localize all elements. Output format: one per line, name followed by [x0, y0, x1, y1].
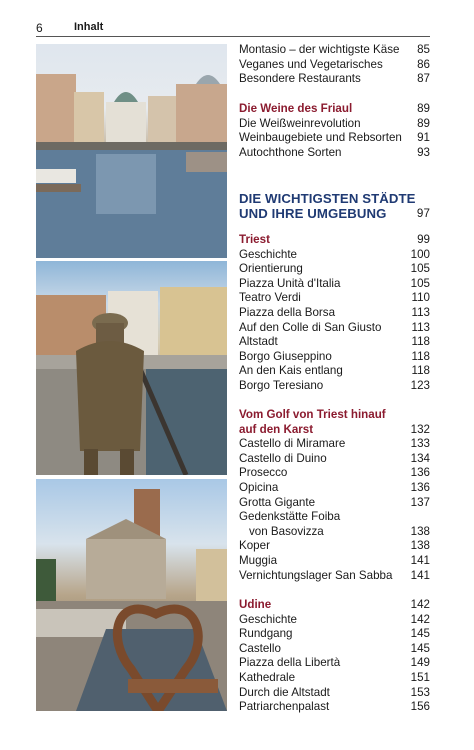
- toc-entry[interactable]: Opicina 136: [239, 480, 430, 494]
- toc-entry[interactable]: Castello di Duino 134: [239, 451, 430, 465]
- photo-canal-grande: [36, 44, 227, 258]
- running-header: [36, 20, 430, 37]
- toc-entry[interactable]: Autochthone Sorten 93: [239, 145, 430, 159]
- toc-section-golf-line2[interactable]: auf den Karst 132: [239, 422, 430, 436]
- toc-entry-foiba-line1[interactable]: Gedenkstätte Foiba: [239, 510, 341, 524]
- toc-entry[interactable]: Piazza della Libertà 149: [239, 656, 430, 670]
- toc-entry[interactable]: Prosecco 136: [239, 466, 430, 480]
- toc-entry[interactable]: Geschichte 100: [239, 247, 430, 261]
- toc-section-triest[interactable]: Triest 99: [239, 233, 430, 246]
- toc-section-golf-line1[interactable]: Vom Golf von Triest hinauf: [239, 408, 386, 421]
- photo-joyce-statue: [36, 261, 227, 475]
- toc-entry[interactable]: Geschichte 142: [239, 612, 430, 626]
- toc-chapter-heading[interactable]: [239, 191, 430, 221]
- toc-block-triest: [239, 233, 430, 394]
- chapter-title-line2: UND IHRE UMGEBUNG: [239, 206, 387, 221]
- toc-entry[interactable]: Auf den Colle di San Giusto 113: [239, 320, 430, 334]
- toc-entry[interactable]: Rundgang 145: [239, 627, 430, 641]
- toc-entry[interactable]: Vernichtungslager San Sabba 141: [239, 568, 430, 582]
- toc-entry[interactable]: Montasio – der wichtigste Käse 85: [239, 43, 430, 56]
- toc-entry[interactable]: Borgo Giuseppino 118: [239, 349, 430, 363]
- toc-block-cuisine: [239, 43, 430, 87]
- toc-entry[interactable]: Piazza della Borsa 113: [239, 305, 430, 319]
- toc-entry[interactable]: Castello di Miramare 133: [239, 437, 430, 451]
- toc-entry[interactable]: Grotta Gigante 137: [239, 495, 430, 509]
- toc-section-udine[interactable]: Udine 142: [239, 598, 430, 611]
- page-number: 6: [36, 21, 43, 35]
- toc-entry[interactable]: Borgo Teresiano 123: [239, 378, 430, 392]
- toc-entry[interactable]: Weinbaugebiete und Rebsorten 91: [239, 131, 430, 145]
- header-title: Inhalt: [74, 21, 104, 33]
- toc-block-udine: [239, 598, 430, 715]
- toc-block-golf: [239, 408, 430, 583]
- photo-basilica-aquileia: [36, 479, 227, 711]
- toc-entry-foiba-line2[interactable]: von Basovizza 138: [249, 524, 430, 538]
- toc-entry[interactable]: Durch die Altstadt 153: [239, 685, 430, 699]
- toc-entry[interactable]: Muggia 141: [239, 553, 430, 567]
- toc-entry[interactable]: Die Weißweinrevolution 89: [239, 116, 430, 130]
- toc-entry[interactable]: Koper 138: [239, 539, 430, 553]
- chapter-title-line1: DIE WICHTIGSTEN STÄDTE: [239, 191, 416, 206]
- toc-entry[interactable]: Veganes und Vegetarisches 86: [239, 57, 430, 71]
- toc-entry[interactable]: Castello 145: [239, 641, 430, 655]
- toc-entry[interactable]: Teatro Verdi 110: [239, 291, 430, 305]
- chapter-page: 97: [416, 207, 430, 220]
- toc-entry[interactable]: Piazza Unità d'Italia 105: [239, 276, 430, 290]
- toc-entry[interactable]: An den Kais entlang 118: [239, 364, 430, 378]
- toc-entry[interactable]: Besondere Restaurants 87: [239, 72, 430, 86]
- toc-section-weine[interactable]: Die Weine des Friaul 89: [239, 102, 430, 115]
- toc-entry[interactable]: Orientierung 105: [239, 262, 430, 276]
- toc-entry[interactable]: Patriarchenpalast 156: [239, 700, 430, 714]
- toc-entry[interactable]: Altstadt 118: [239, 335, 430, 349]
- toc-entry[interactable]: Kathedrale 151: [239, 670, 430, 684]
- toc-block-weine: [239, 102, 430, 160]
